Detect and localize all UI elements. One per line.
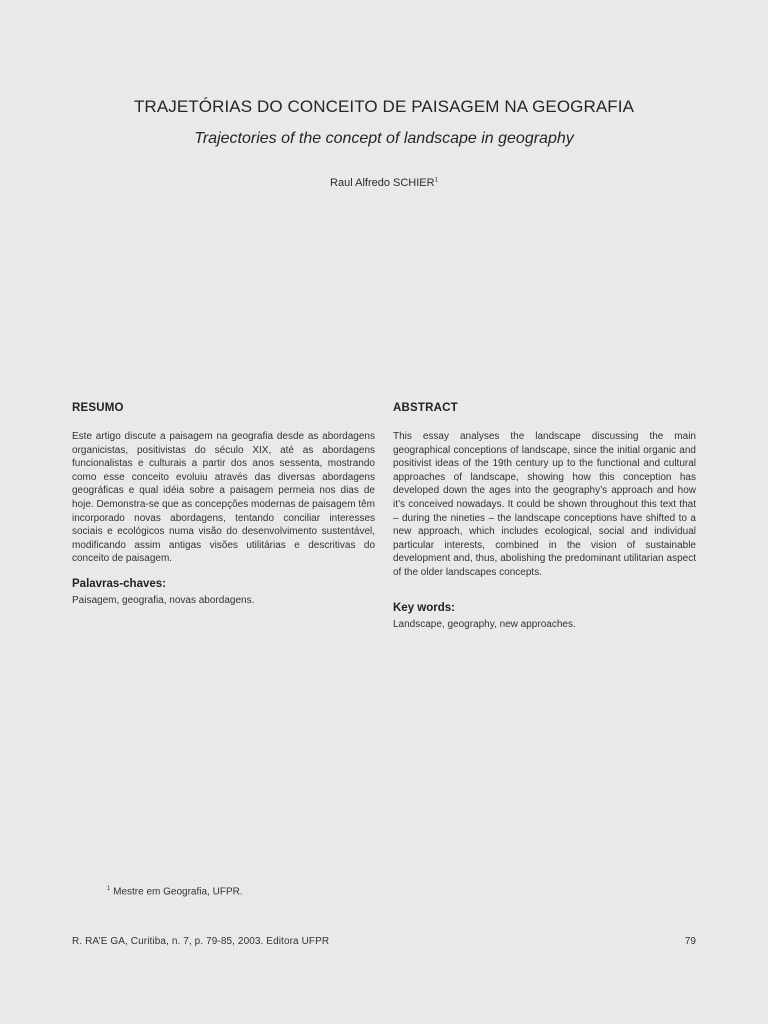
key-words-heading: Key words: xyxy=(393,601,455,614)
author-line xyxy=(0,177,768,189)
palavras-chaves-text: Paisagem, geografia, novas abordagens. xyxy=(72,594,255,606)
palavras-chaves-heading: Palavras-chaves: xyxy=(72,577,166,590)
article-subtitle: Trajectories of the concept of landscape in geography xyxy=(194,130,574,147)
page-number: 79 xyxy=(684,936,696,947)
abstract-column xyxy=(393,402,696,630)
author-footnote-mark: 1 xyxy=(434,177,438,184)
article-title: TRAJETÓRIAS DO CONCEITO DE PAISAGEM NA GEOGRAFIA xyxy=(133,97,635,116)
author-name: Raul Alfredo SCHIER xyxy=(330,177,435,189)
footnote-text: Mestre em Geografia, UFPR. xyxy=(113,886,243,898)
footnote-mark: 1 xyxy=(107,886,111,892)
journal-citation: R. RA’E GA, Curitiba, n. 7, p. 79-85, 2003. Editora UFPR xyxy=(72,936,330,947)
key-words-text: Landscape, geography, new approaches. xyxy=(393,618,576,630)
resumo-heading: RESUMO xyxy=(72,402,124,414)
resumo-text: Este artigo discute a paisagem na geografia desde as abordagens organicistas, positivistas do século XIX, até as abordagens funcionalistas e culturais a partir dos anos sessenta, mostrando como esse conceito evoluiu através das diversas abordagens geográficas e qual idéia sobre a paisagem permeia nos dias de hoje. Demonstra-se que as concepções modernas de paisagem têm incorporado novas abordagens, tentando conciliar interesses sociais e ecológicos numa visão do desenvolvimento sustentável, modificando assim antigas visões utilitárias e descritivas do conceito de paisagem. xyxy=(72,431,375,565)
footnote xyxy=(107,886,243,897)
resumo-column xyxy=(72,402,375,606)
abstract-heading: ABSTRACT xyxy=(393,402,458,414)
abstract-text: This essay analyses the landscape discussing the main geographical conceptions of landscape, since the initial organic and positivist ideas of the 19th century up to the functional and cultural approaches of landscape, showing how this conception has developed down the ages into the geography’s approach and how it’s conceived nowadays. It could be shown throughout this text that – during the nineties – the landscape conceptions have shifted to a new approach, which includes ecological, social and individual particular interests, combined in the vision of sustainable development and, thus, abolishing the predominant utilitarian aspect of the older landscapes concepts. xyxy=(393,431,696,578)
